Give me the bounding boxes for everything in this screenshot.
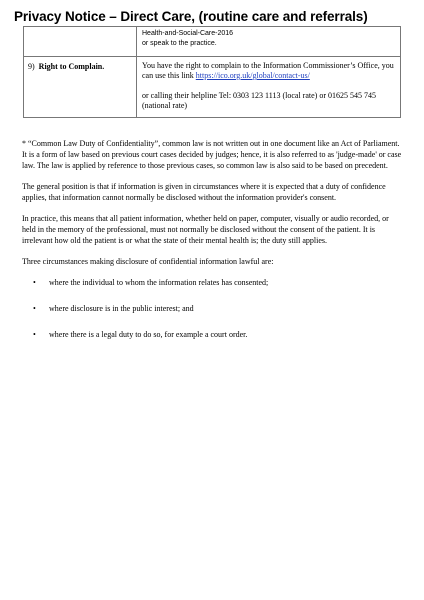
in-practice-paragraph: In practice, this means that all patient information, whether held on paper, computer, visually or audio recorded, or held in the memory of the professional, must not normally be disclosed without the consent of the patient. It is irrelevant how old the patient is or what the state of their mental health is; the duty still applies. xyxy=(22,214,389,245)
list-item xyxy=(22,303,404,314)
row-label: Right to Complain. xyxy=(38,62,105,71)
list-item-text: where disclosure is in the public interest; and xyxy=(49,304,194,313)
bullet-icon: • xyxy=(33,304,36,313)
general-position-paragraph: The general position is that if information is given in circumstances where it is expected that a duty of confidence applies, that information cannot normally be disclosed without the information provider's consent. xyxy=(22,182,386,202)
continuation-line: or speak to the practice. xyxy=(142,40,217,47)
list-item-text: where the individual to whom the information relates has consented; xyxy=(49,278,269,287)
common-law-paragraph: * “Common Law Duty of Confidentiality”, common law is not written out in one document like an Act of Parliament. It is a form of law based on previous court cases decided by judges; hence, it is also referred to as 'judge-made' or case law. The law is applied by reference to those previous cases, so common law is also said to be based on precedent. xyxy=(22,139,402,170)
circumstances-list xyxy=(22,277,404,340)
bullet-icon: • xyxy=(33,278,36,287)
complaint-text xyxy=(142,61,396,81)
complaint-text-lead: You have the right to complain to the Information Commissioner’s Office, you can use this link xyxy=(142,61,394,80)
row-number: 9) xyxy=(28,62,35,71)
table-row-continuation xyxy=(24,27,401,57)
list-item xyxy=(22,277,404,288)
row-body-cell xyxy=(137,57,401,118)
row-label-cell xyxy=(24,57,137,118)
notes-section xyxy=(22,138,404,355)
list-item-text: where there is a legal duty to do so, for example a court order. xyxy=(49,330,248,339)
continuation-line: Health-and-Social-Care-2016 xyxy=(142,30,234,37)
bullet-icon: • xyxy=(33,330,36,339)
table-cell-empty xyxy=(24,27,137,57)
list-item xyxy=(22,329,404,340)
table-cell-continuation xyxy=(137,27,401,57)
circumstances-intro: Three circumstances making disclosure of confidential information lawful are: xyxy=(22,257,274,266)
rights-table xyxy=(23,26,401,118)
page-title: Privacy Notice – Direct Care, (routine care and referrals) xyxy=(14,9,368,24)
ico-contact-link[interactable]: https://ico.org.uk/global/contact-us/ xyxy=(195,71,310,80)
helpline-text: or calling their helpline Tel: 0303 123 1113 (local rate) or 01625 545 745 (national rate) xyxy=(142,91,376,110)
table-row-right-to-complain xyxy=(24,57,401,118)
